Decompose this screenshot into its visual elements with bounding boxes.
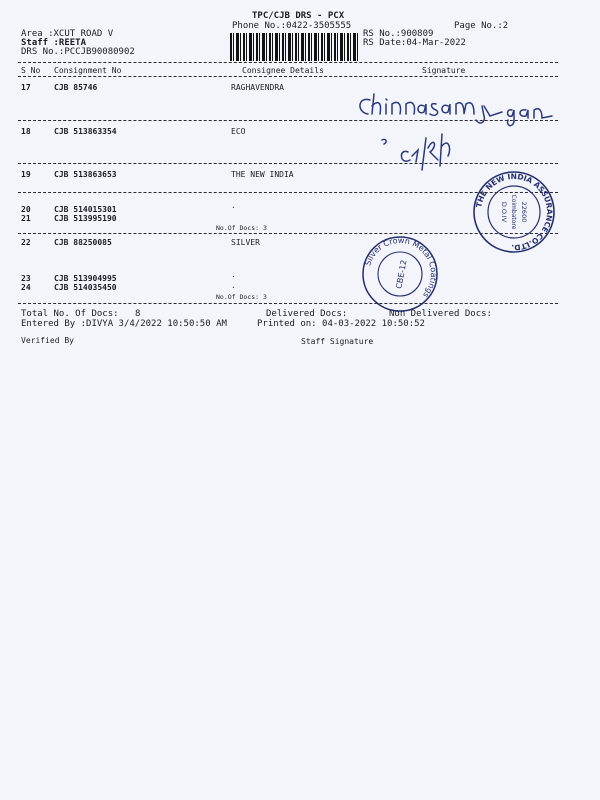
row-sno: 20 <box>21 205 31 214</box>
row-consignee: ECO <box>231 127 246 136</box>
new-india-stamp-office: D.O.IV <box>500 201 508 223</box>
group-docs-count: No.Of Docs: 3 <box>216 293 267 301</box>
new-india-stamp-code: 22600 <box>520 201 528 223</box>
col-signature: Signature <box>422 66 466 75</box>
row-consignee: . <box>231 201 236 210</box>
row-consignee: RAGHAVENDRA <box>231 83 284 92</box>
row-sno: 22 <box>21 238 31 247</box>
row-consignee: . <box>231 281 236 290</box>
rs-number: RS No.:900809 <box>363 29 434 39</box>
col-sno: S No <box>21 66 41 75</box>
barcode <box>230 33 358 61</box>
divider <box>18 76 558 77</box>
group-docs-count: No.Of Docs: 3 <box>216 224 267 232</box>
total-docs-value: 8 <box>135 309 141 319</box>
non-delivered-docs: Non Delivered Docs: <box>389 309 492 319</box>
row-consignment: CJB 513863653 <box>54 170 117 179</box>
divider <box>18 62 558 63</box>
row-consignment: CJB 514035450 <box>54 283 117 292</box>
col-consignment: Consignment No <box>54 66 122 75</box>
staff-signature: Staff Signature <box>301 337 374 346</box>
silver-crown-stamp-code: CBE-12 <box>394 259 409 290</box>
report-title: TPC/CJB DRS - PCX <box>252 11 345 21</box>
verified-by: Verified By <box>21 336 74 345</box>
row-consignment: CJB 85746 <box>54 83 98 92</box>
new-india-stamp-city: Coimbatore <box>510 194 517 230</box>
page-number: Page No.:2 <box>454 21 509 31</box>
row-sno: 23 <box>21 274 31 283</box>
phone-number: Phone No.:0422-3505555 <box>232 21 352 31</box>
row-sno: 21 <box>21 214 31 223</box>
row-consignment: CJB 513863354 <box>54 127 117 136</box>
row-sno: 19 <box>21 170 31 179</box>
staff-label: Staff :REETA <box>21 38 87 48</box>
row-sno: 17 <box>21 83 31 92</box>
row-consignment: CJB 514015301 <box>54 205 117 214</box>
row-consignment: CJB 513995190 <box>54 214 117 223</box>
delivered-docs: Delivered Docs: <box>266 309 348 319</box>
divider <box>18 163 558 164</box>
row-consignee: SILVER <box>231 238 260 247</box>
new-india-stamp-outer: THE NEW INDIA ASSURANCE CO.LTD. <box>474 171 555 253</box>
row-consignee: . <box>231 270 236 279</box>
col-consignee: Consignee Details <box>242 66 324 75</box>
row-sno: 24 <box>21 283 31 292</box>
row-consignee: THE NEW INDIA <box>231 170 294 179</box>
row-sno: 18 <box>21 127 31 136</box>
row-consignment: CJB 513904995 <box>54 274 117 283</box>
entered-by: Entered By :DIVYA 3/4/2022 10:50:50 AM <box>21 319 227 329</box>
row-consignment: CJB 88250085 <box>54 238 112 247</box>
drs-number: DRS No.:PCCJB90080902 <box>21 47 135 57</box>
divider <box>18 303 558 304</box>
printed-on: Printed on: 04-03-2022 10:50:52 <box>257 319 425 329</box>
silver-crown-stamp-outer: Silver Crown Metal Coatings <box>363 235 439 300</box>
total-docs-label: Total No. Of Docs: <box>21 309 119 319</box>
area-label: Area :XCUT ROAD V <box>21 29 114 39</box>
rs-date: RS Date:04-Mar-2022 <box>363 38 466 48</box>
